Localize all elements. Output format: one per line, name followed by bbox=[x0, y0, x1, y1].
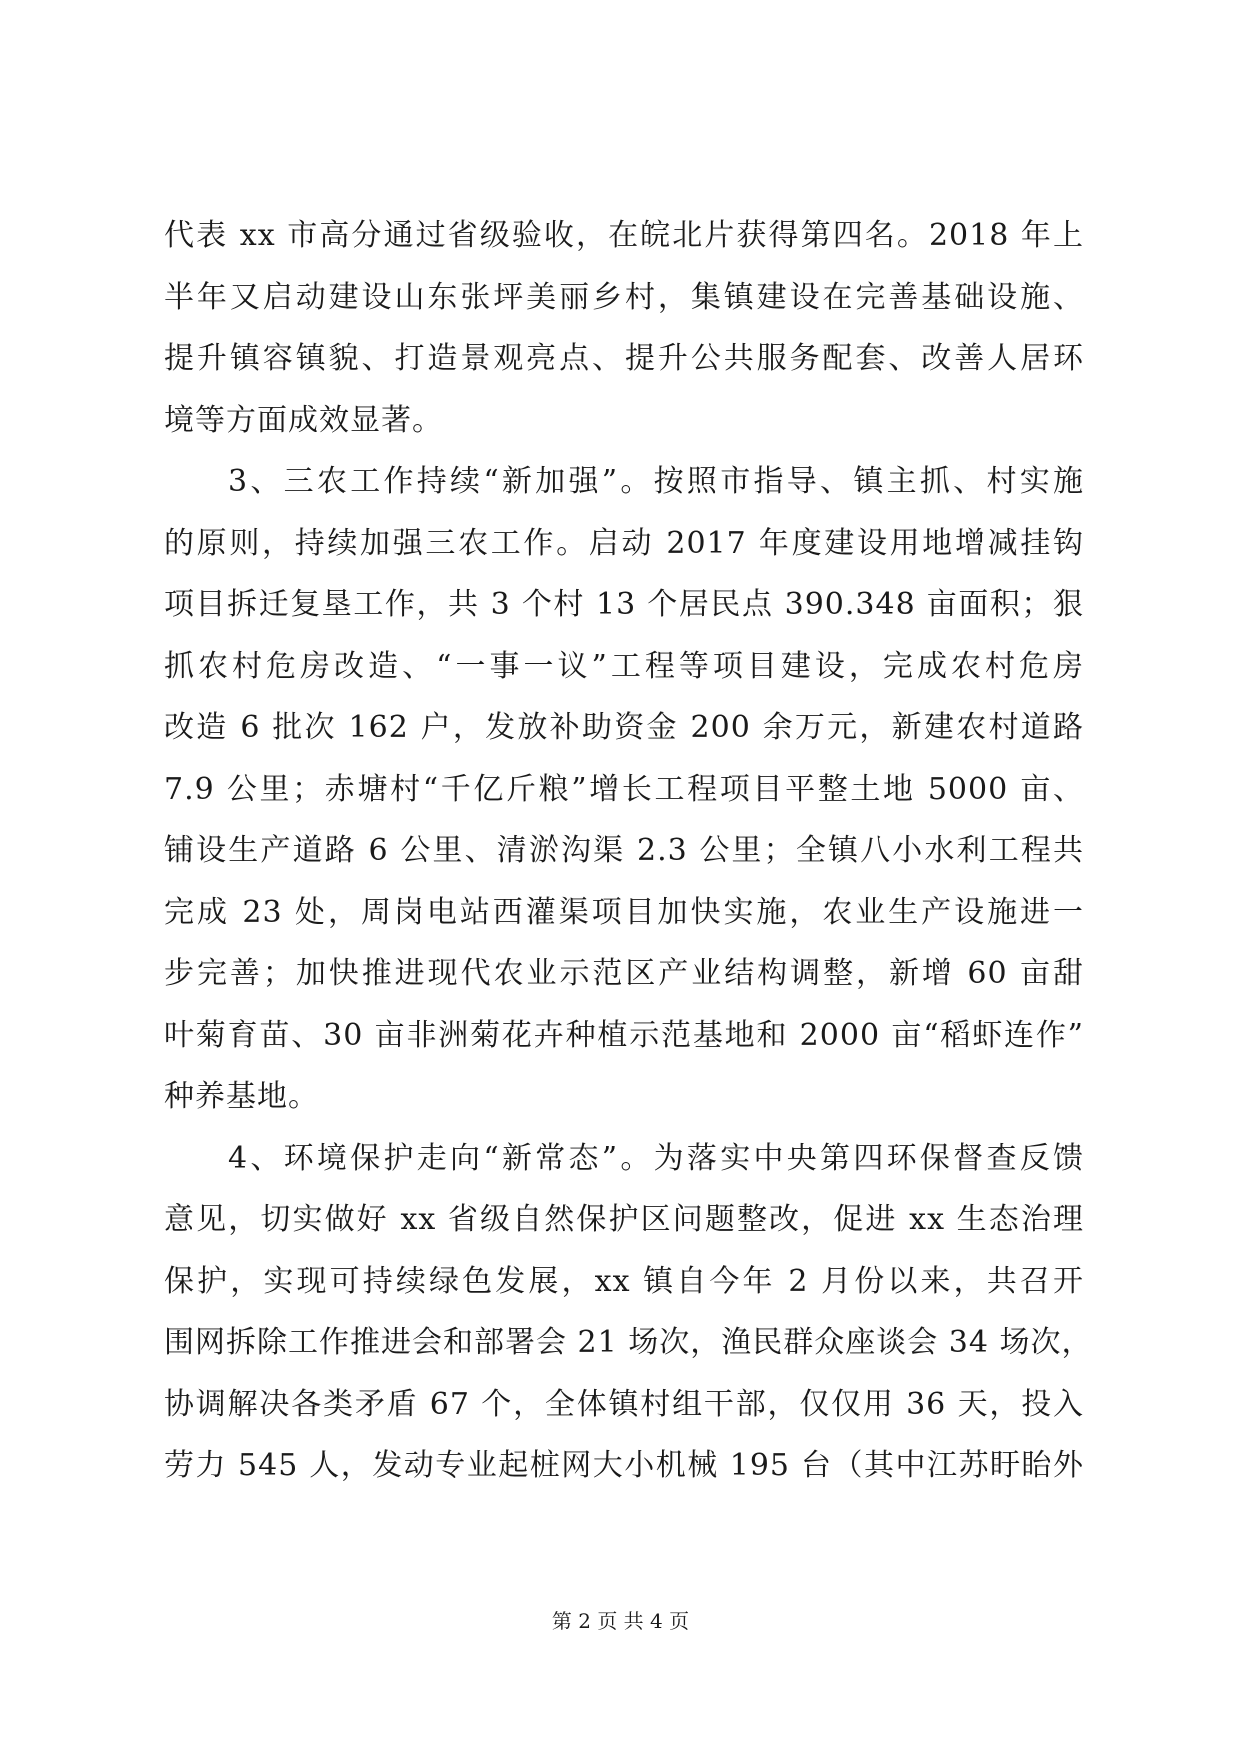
text-line: 意见，切实做好 xx 省级自然保护区问题整改，促进 xx 生态治理 bbox=[164, 1202, 1084, 1237]
text-line: 保护，实现可持续绿色发展，xx 镇自今年 2 月份以来，共召开 bbox=[164, 1263, 1084, 1299]
text-line: 项目拆迁复垦工作，共 3 个村 13 个居民点 390.348 亩面积；狠 bbox=[164, 587, 1084, 622]
document-body bbox=[164, 205, 1093, 1497]
text-line: 围网拆除工作推进会和部署会 21 场次，渔民群众座谈会 34 场次， bbox=[164, 1325, 1093, 1360]
text-line: 代表 xx 市高分通过省级验收，在皖北片获得第四名。2018 年上 bbox=[164, 218, 1084, 253]
page-footer bbox=[0, 1605, 1241, 1634]
page-number-label: 第 2 页 共 4 页 bbox=[551, 1609, 690, 1633]
text-line: 提升镇容镇貌、打造景观亮点、提升公共服务配套、改善人居环 bbox=[164, 341, 1084, 376]
text-line: 叶菊育苗、30 亩非洲菊花卉种植示范基地和 2000 亩“稻虾连作” bbox=[164, 1017, 1084, 1053]
text-line: 步完善；加快推进现代农业示范区产业结构调整，新增 60 亩甜 bbox=[164, 956, 1084, 991]
text-line: 的原则，持续加强三农工作。启动 2017 年度建设用地增减挂钩 bbox=[164, 525, 1084, 561]
paragraph-heading-line: 3、三农工作持续“新加强”。按照市指导、镇主抓、村实施 bbox=[228, 464, 1084, 499]
text-line: 完成 23 处，周岗电站西灌渠项目加快实施，农业生产设施进一 bbox=[164, 894, 1084, 930]
text-line: 抓农村危房改造、“一事一议”工程等项目建设，完成农村危房 bbox=[164, 648, 1084, 684]
text-line: 铺设生产道路 6 公里、清淤沟渠 2.3 公里；全镇八小水利工程共 bbox=[164, 833, 1084, 868]
text-line: 7.9 公里；赤塘村“千亿斤粮”增长工程项目平整土地 5000 亩、 bbox=[164, 771, 1084, 807]
text-line: 境等方面成效显著。 bbox=[164, 402, 443, 438]
paragraph-heading-line: 4、环境保护走向“新常态”。为落实中央第四环保督查反馈 bbox=[228, 1140, 1084, 1176]
text-line: 协调解决各类矛盾 67 个，全体镇村组干部，仅仅用 36 天，投入 bbox=[164, 1386, 1084, 1422]
text-line: 种养基地。 bbox=[164, 1079, 319, 1114]
text-line: 改造 6 批次 162 户，发放补助资金 200 余万元，新建农村道路 bbox=[164, 710, 1084, 745]
text-line: 半年又启动建设山东张坪美丽乡村，集镇建设在完善基础设施、 bbox=[164, 279, 1084, 315]
text-line: 劳力 545 人，发动专业起桩网大小机械 195 台（其中江苏盱眙外 bbox=[164, 1448, 1084, 1483]
